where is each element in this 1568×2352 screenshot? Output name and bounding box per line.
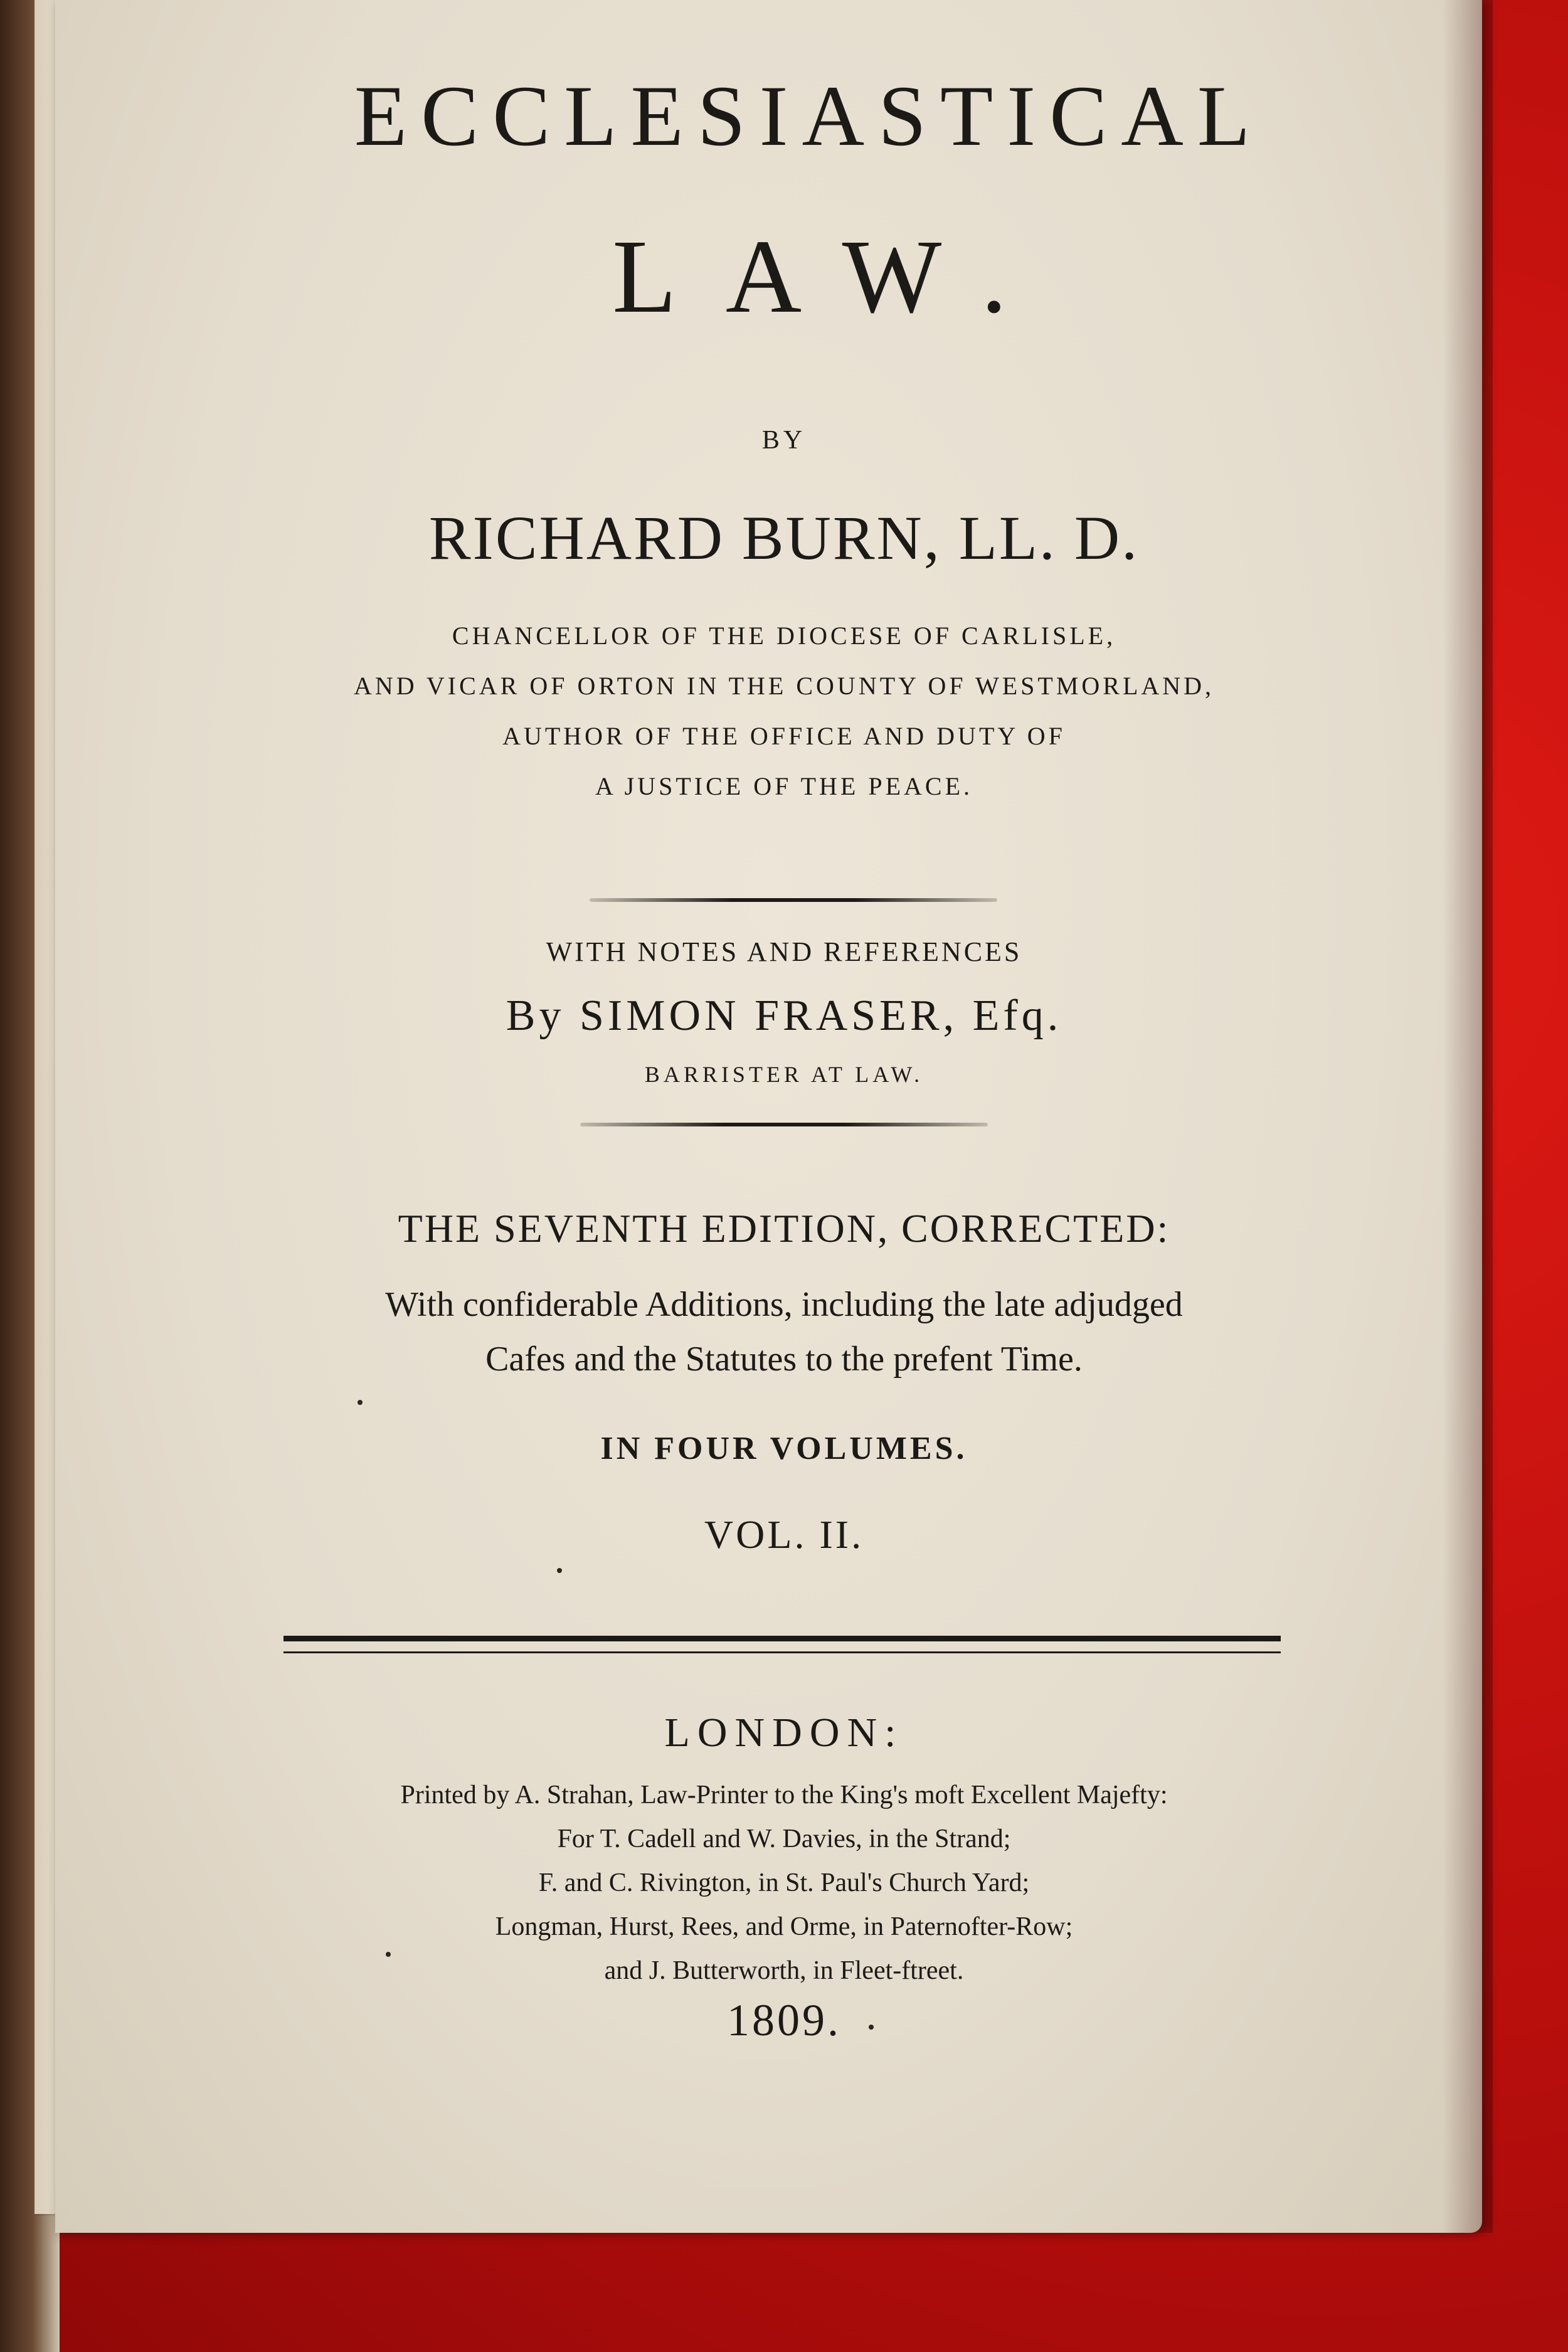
foxing-speck <box>358 1400 363 1405</box>
imprint-line: Longman, Hurst, Rees, and Orme, in Paternofter-Row; <box>495 1912 1073 1941</box>
credential-line: CHANCELLOR OF THE DIOCESE OF CARLISLE, <box>452 622 1116 650</box>
additions-line: With confiderable Additions, including the late adjudged <box>385 1285 1183 1324</box>
imprint-line: For T. Cadell and W. Davies, in the Strand; <box>557 1825 1011 1853</box>
publication-year: 1809. <box>727 1995 841 2045</box>
volumes-line: IN FOUR VOLUMES. <box>600 1431 968 1466</box>
title-line-1: ECCLESIASTICAL <box>354 68 1264 164</box>
foxing-speck <box>557 1568 562 1573</box>
credential-line: AUTHOR OF THE OFFICE AND DUTY OF <box>502 722 1066 750</box>
foxing-speck <box>386 1952 391 1957</box>
notes-line: WITH NOTES AND REFERENCES <box>546 936 1022 967</box>
title-line-2: LAW. <box>612 218 1056 335</box>
credential-line: A JUSTICE OF THE PEACE. <box>595 772 973 800</box>
edition-line: THE SEVENTH EDITION, CORRECTED: <box>398 1206 1170 1251</box>
editor-role: BARRISTER AT LAW. <box>644 1062 924 1087</box>
by-label: BY <box>761 426 807 455</box>
place-of-publication: LONDON: <box>664 1710 904 1756</box>
additions-line: Cafes and the Statutes to the prefent Time. <box>485 1340 1083 1379</box>
imprint-line: and J. Butterworth, in Fleet-ftreet. <box>604 1956 964 1985</box>
double-rule-thick <box>283 1636 1281 1641</box>
credential-line: AND VICAR OF ORTON IN THE COUNTY OF WESTMORLAND, <box>353 672 1215 700</box>
ornamental-rule <box>590 898 997 902</box>
imprint-line: F. and C. Rivington, in St. Paul's Church Yard; <box>538 1868 1030 1897</box>
double-rule-thin <box>283 1651 1281 1653</box>
imprint-line: Printed by A. Strahan, Law-Printer to the King's moft Excellent Majefty: <box>400 1781 1168 1809</box>
foxing-speck <box>869 2025 874 2030</box>
author-name: RICHARD BURN, LL. D. <box>428 503 1140 573</box>
editor-line: By SIMON FRASER, Efq. <box>506 992 1062 1040</box>
volume-number: VOL. II. <box>704 1512 864 1557</box>
ornamental-rule <box>580 1123 988 1126</box>
